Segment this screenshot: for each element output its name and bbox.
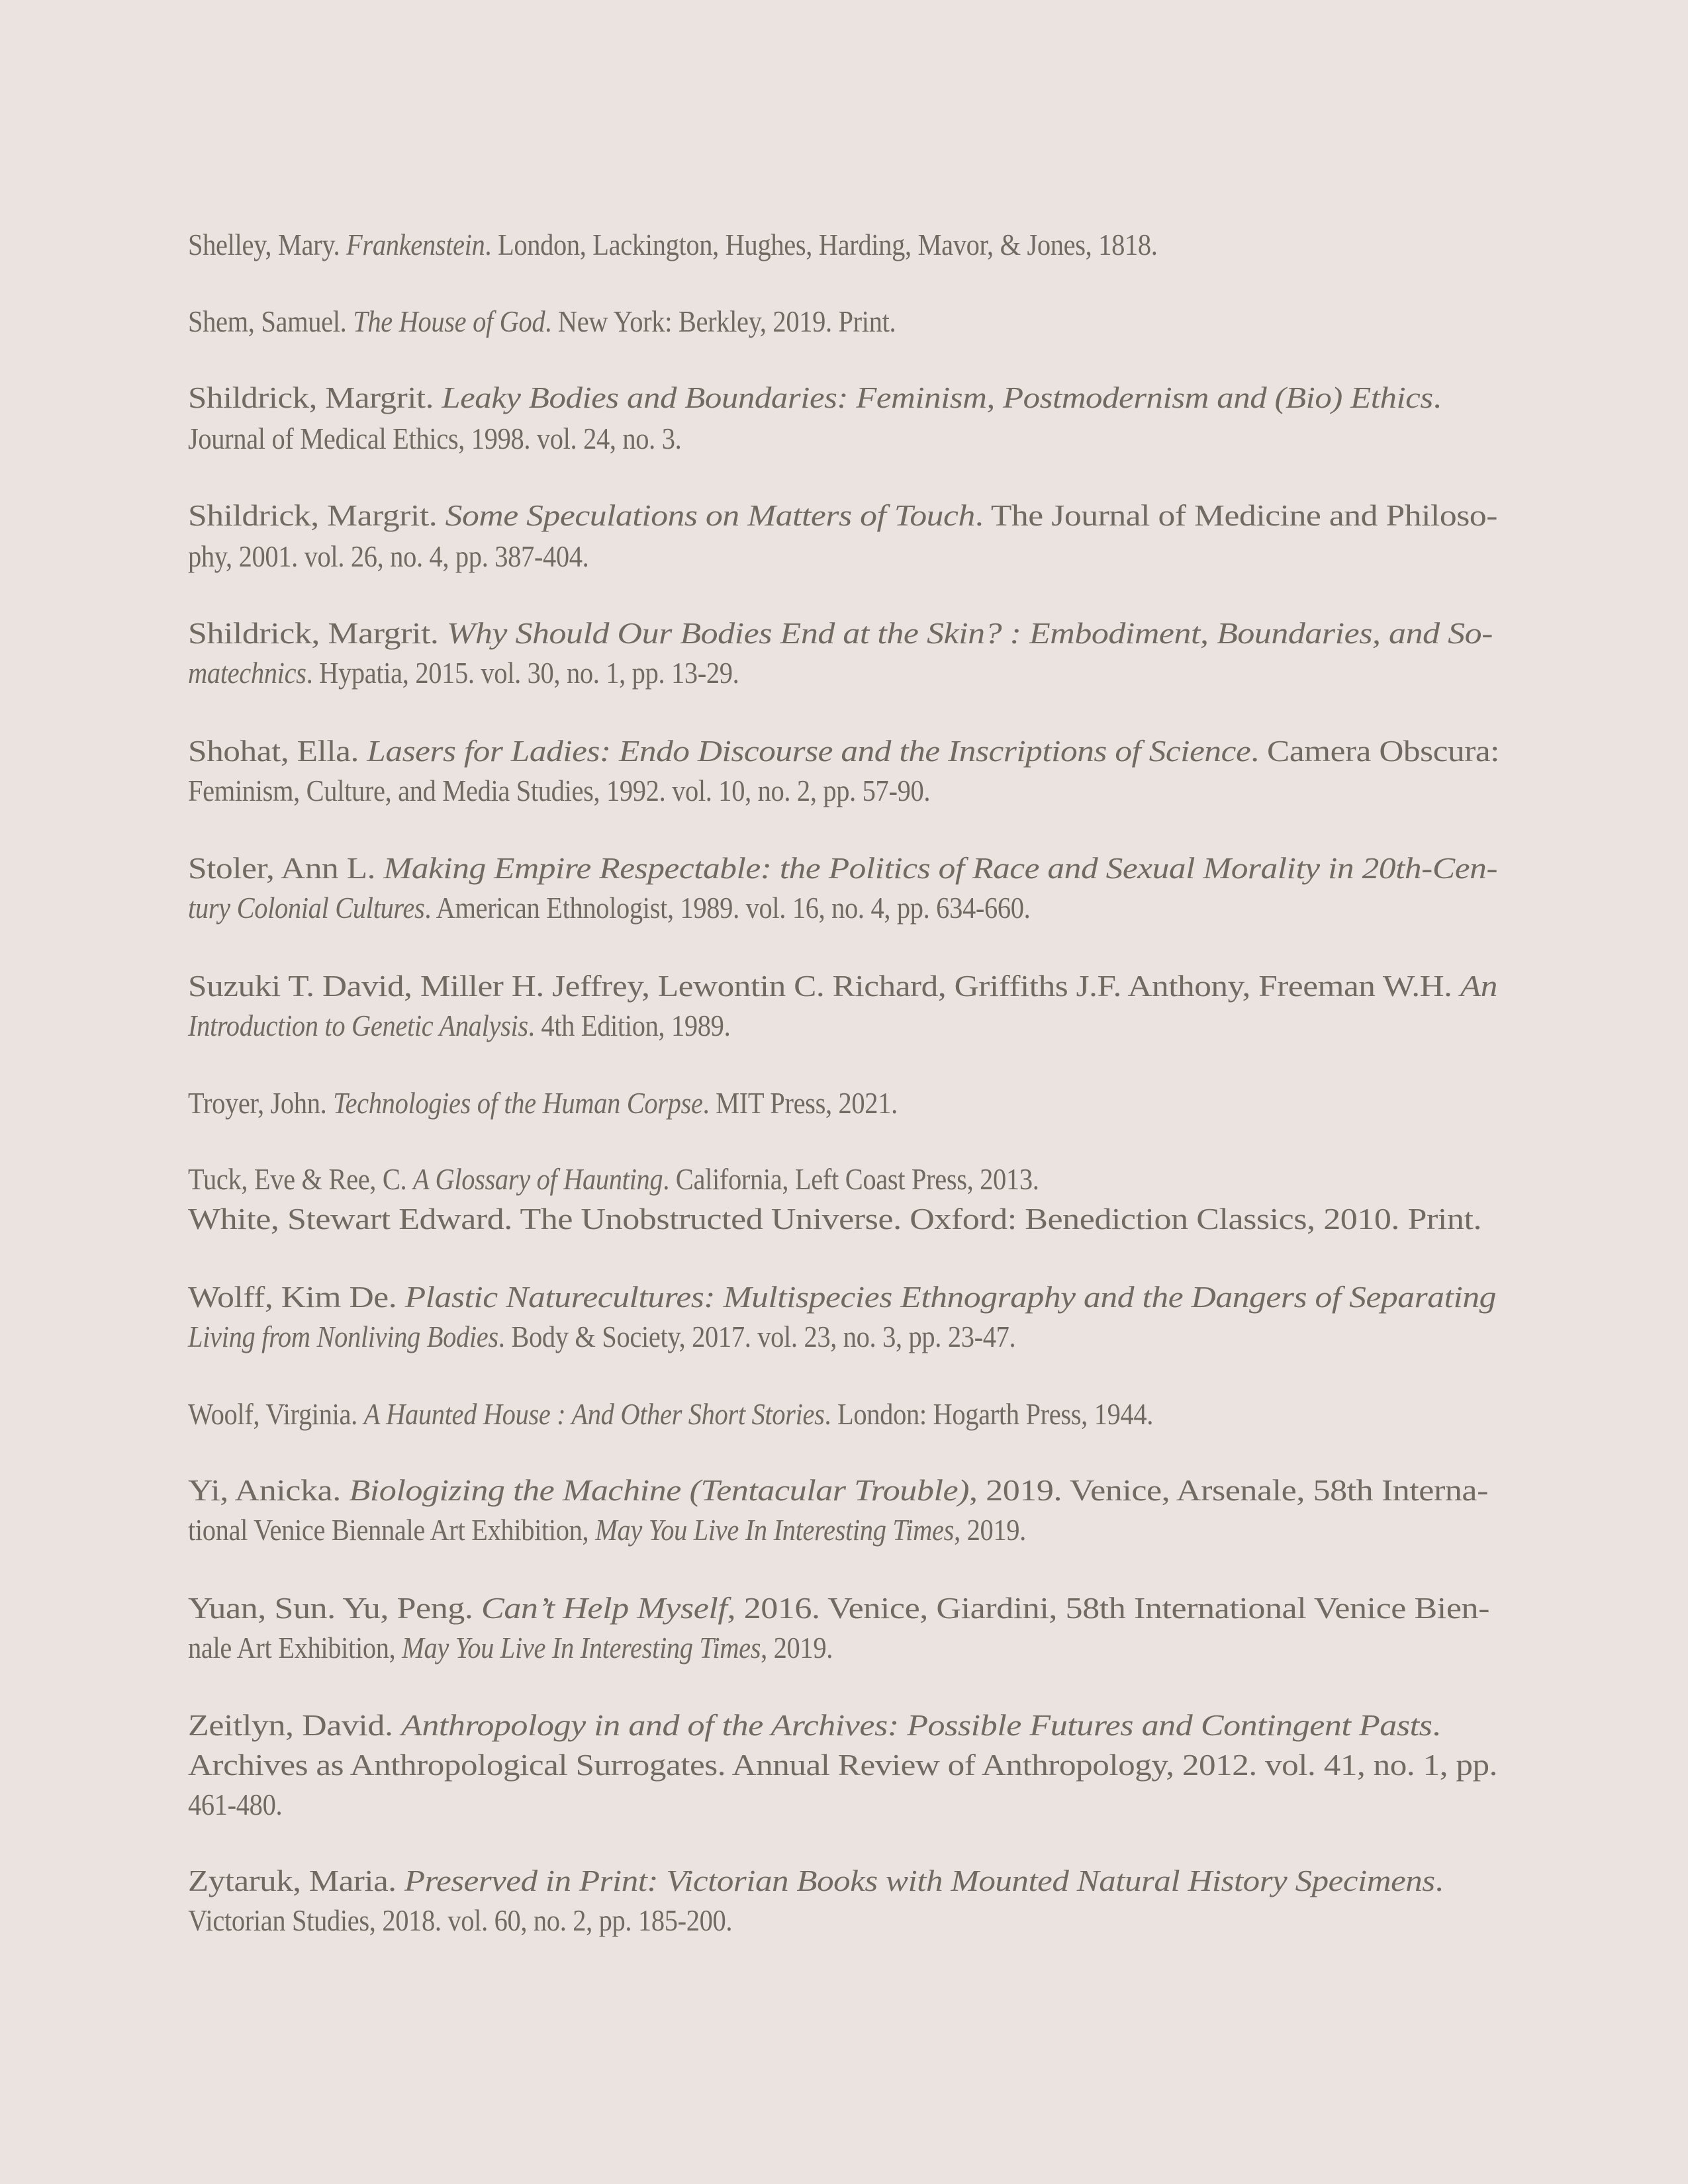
entry-line — [188, 1905, 732, 1936]
citation-text: Shildrick, Margrit. — [188, 381, 442, 414]
citation-text: Journal of Medical Ethics, 1998. vol. 24, no. 3. — [188, 422, 682, 455]
citation-text: , 2019. Venice, Arsenale, 58th Interna- — [969, 1473, 1488, 1507]
citation-text: , 2019. — [761, 1631, 833, 1664]
italic-title: Living from Nonliving Bodies — [188, 1320, 498, 1353]
citation-text: . MIT Press, 2021. — [702, 1086, 898, 1120]
entry-line — [188, 1790, 282, 1820]
italic-title: Why Should Our Bodies End at the Skin? : Embodiment, Boundaries, and So- — [447, 616, 1493, 650]
citation-text: tional Venice Biennale Art Exhibition, — [188, 1513, 596, 1547]
citation-text: Stoler, Ann L. — [188, 851, 384, 885]
entry-line — [188, 541, 588, 572]
italic-title: Lasers for Ladies: Endo Discourse and the Inscriptions of Science — [367, 734, 1251, 768]
italic-title: A Glossary of Haunting — [413, 1162, 663, 1196]
entry-line — [188, 306, 896, 337]
citation-text: , 2019. — [954, 1513, 1026, 1547]
citation-text: . London, Lackington, Hughes, Harding, Mavor, & Jones, 1818. — [485, 228, 1158, 261]
italic-title: An — [1460, 969, 1497, 1003]
citation-text: Archives as Anthropological Surrogates. Annual Review of Anthropology, 2012. vol. 41, no. 1, pp. — [188, 1748, 1497, 1782]
citation-text: 461-480. — [188, 1788, 283, 1821]
italic-title: Plastic Naturecultures: Multispecies Ethnography and the Dangers of Separating — [404, 1280, 1496, 1314]
italic-title: Some Speculations on Matters of Touch — [445, 498, 975, 532]
italic-title: Introduction to Genetic Analysis — [188, 1009, 528, 1042]
entry-line — [188, 1710, 1440, 1741]
citation-text: . Camera Obscura: — [1250, 734, 1499, 768]
citation-text: Feminism, Culture, and Media Studies, 1992. vol. 10, no. 2, pp. 57-90. — [188, 774, 931, 807]
entry-line — [188, 893, 1030, 923]
entry-line — [188, 1633, 833, 1663]
citation-text: Shohat, Ella. — [188, 734, 367, 768]
entry-line — [188, 1866, 1443, 1896]
entry-line — [188, 971, 1497, 1001]
citation-text: Woolf, Virginia. — [188, 1397, 364, 1431]
citation-text: . — [1434, 1864, 1443, 1897]
citation-text: Shildrick, Margrit. — [188, 616, 447, 650]
italic-title: tury Colonial Cultures — [188, 891, 425, 925]
italic-title: Biologizing the Machine (Tentacular Trouble) — [349, 1473, 970, 1507]
italic-title: Making Empire Respectable: the Politics of Race and Sexual Morality in 20th-Cen- — [383, 851, 1497, 885]
citation-text: White, Stewart Edward. The Unobstructed Universe. Oxford: Benediction Classics, 2010. Print. — [188, 1202, 1481, 1236]
citation-text: . Hypatia, 2015. vol. 30, no. 1, pp. 13-29. — [306, 656, 739, 690]
entry-line — [188, 424, 681, 454]
entry-line — [188, 776, 930, 806]
entry-line — [188, 618, 1493, 649]
citation-text: Wolff, Kim De. — [188, 1280, 405, 1314]
entry-line — [188, 500, 1497, 531]
italic-title: Leaky Bodies and Boundaries: Feminism, Postmodernism and (Bio) Ethics — [442, 381, 1433, 414]
entry-line — [188, 1322, 1015, 1352]
entry-line — [188, 1750, 1497, 1780]
italic-title: Frankenstein — [346, 228, 485, 261]
citation-text: . — [1432, 381, 1441, 414]
citation-text: Victorian Studies, 2018. vol. 60, no. 2, pp. 185-200. — [188, 1903, 733, 1937]
citation-text: Yi, Anicka. — [188, 1473, 350, 1507]
entry-line — [188, 1399, 1153, 1430]
italic-title: May You Live In Interesting Times — [595, 1513, 955, 1547]
entry-line — [188, 383, 1441, 413]
citation-text: Shildrick, Margrit. — [188, 498, 445, 532]
citation-text: Zeitlyn, David. — [188, 1708, 402, 1742]
entry-line — [188, 1282, 1496, 1312]
citation-text: . London: Hogarth Press, 1944. — [824, 1397, 1154, 1431]
italic-title: matechnics — [188, 656, 306, 690]
entry-line — [188, 658, 739, 688]
italic-title: The House of God — [353, 304, 545, 338]
citation-text: . — [1432, 1708, 1440, 1742]
italic-title: Can’t Help Myself — [481, 1591, 727, 1625]
entry-line — [188, 1204, 1481, 1234]
italic-title: Anthropology in and of the Archives: Possible Futures and Contingent Pasts — [401, 1708, 1432, 1742]
italic-title: Preserved in Print: Victorian Books with Mounted Natural History Specimens — [404, 1864, 1435, 1897]
entry-line — [188, 1088, 898, 1118]
citation-text: Troyer, John. — [188, 1086, 334, 1120]
entry-line — [188, 1164, 1039, 1195]
entry-line — [188, 230, 1158, 260]
citation-text: . New York: Berkley, 2019. Print. — [545, 304, 896, 338]
entry-line — [188, 1475, 1488, 1506]
citation-text: . 4th Edition, 1989. — [528, 1009, 731, 1042]
citation-text: Shem, Samuel. — [188, 304, 353, 338]
citation-text: . California, Left Coast Press, 2013. — [663, 1162, 1039, 1196]
citation-text: Shelley, Mary. — [188, 228, 347, 261]
citation-text: Tuck, Eve & Ree, C. — [188, 1162, 414, 1196]
entry-line — [188, 1011, 730, 1041]
entry-line — [188, 853, 1497, 884]
citation-text: Suzuki T. David, Miller H. Jeffrey, Lewontin C. Richard, Griffiths J.F. Anthony, Freeman W.H. — [188, 969, 1460, 1003]
citation-text: . American Ethnologist, 1989. vol. 16, no. 4, pp. 634-660. — [424, 891, 1031, 925]
citation-text: Zytaruk, Maria. — [188, 1864, 404, 1897]
entry-line — [188, 1593, 1489, 1623]
citation-text: , 2016. Venice, Giardini, 58th International Venice Bien- — [727, 1591, 1489, 1625]
entry-line — [188, 736, 1499, 766]
citation-text: phy, 2001. vol. 26, no. 4, pp. 387-404. — [188, 539, 589, 573]
citation-text: Yuan, Sun. Yu, Peng. — [188, 1591, 482, 1625]
italic-title: Technologies of the Human Corpse — [333, 1086, 703, 1120]
entry-line — [188, 1515, 1026, 1545]
citation-text: nale Art Exhibition, — [188, 1631, 402, 1664]
citation-text: . The Journal of Medicine and Philoso- — [974, 498, 1497, 532]
citation-text: . Body & Society, 2017. vol. 23, no. 3, pp. 23-47. — [498, 1320, 1016, 1353]
italic-title: May You Live In Interesting Times — [402, 1631, 761, 1664]
italic-title: A Haunted House : And Other Short Stories — [363, 1397, 825, 1431]
